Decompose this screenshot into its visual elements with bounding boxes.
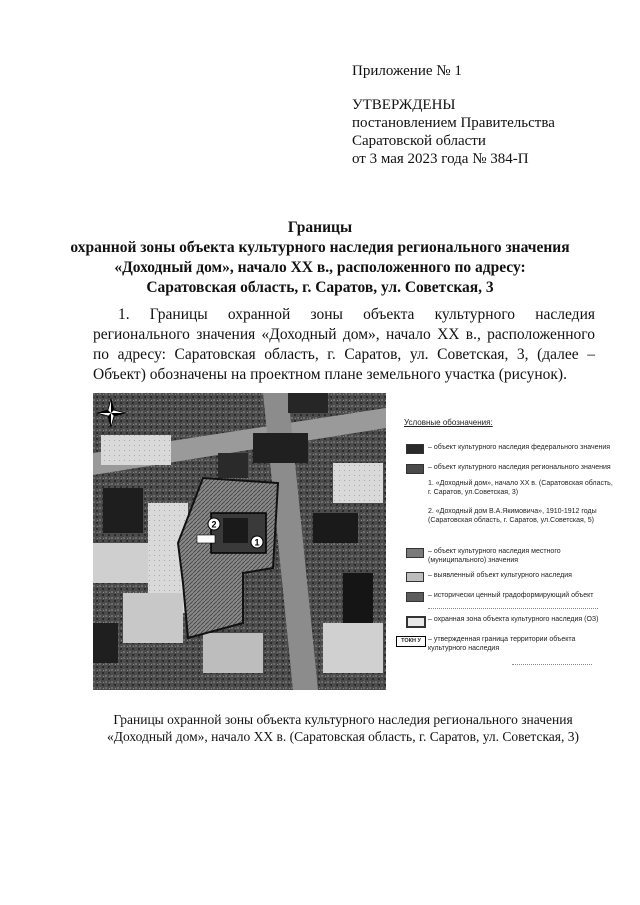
boundary-badge: ТОКН У (396, 636, 426, 647)
caption-line-2: «Доходный дом», начало XX в. (Саратовская область, г. Саратов, ул. Советская, 3) (107, 729, 579, 744)
body-paragraph: 1. Границы охранной зоны объекта культурного наследия регионального значения «Доходный дом», начало XX в., расположенного по адресу: Саратовская область, г. Саратов, ул. Советская, 3, (далее – Объект) обозначены на проектном плане земельного участка (рисунок). (93, 306, 595, 383)
swatch-municipal (406, 548, 424, 558)
swatch-zone (406, 616, 426, 628)
title-line-4: Саратовская область, г. Саратов, ул. Советская, 3 (146, 279, 494, 296)
figure-caption (93, 711, 593, 745)
approval-line-2: Саратовской области (352, 133, 486, 149)
swatch-federal (406, 444, 424, 454)
appendix-label: Приложение № 1 (352, 63, 462, 79)
title-line-3: «Доходный дом», начало XX в., расположенного по адресу: (114, 259, 526, 276)
caption-line-1: Границы охранной зоны объекта культурного наследия регионального значения (113, 712, 573, 727)
swatch-regional (406, 464, 424, 474)
document-title (40, 218, 600, 298)
map-image (93, 393, 386, 690)
approval-block (352, 62, 555, 168)
map-marker-2 (208, 518, 220, 530)
title-line-1: Границы (287, 219, 353, 236)
title-line-2: охранной зоны объекта культурного наследия регионального значения (70, 239, 570, 256)
aerial-map (93, 393, 386, 690)
swatch-historic (406, 592, 424, 602)
approved-heading: УТВЕРЖДЕНЫ (352, 97, 456, 113)
map-marker-1 (251, 536, 263, 548)
approval-line-1: постановлением Правительства (352, 115, 555, 131)
svg-text:2: 2 (211, 519, 217, 530)
svg-text:1: 1 (254, 537, 260, 548)
approval-line-3: от 3 мая 2023 года № 384-П (352, 151, 529, 167)
map-legend: Условные обозначения: – объект культурного наследия федерального значения – объект культурного наследия регионального значения 1. «Доходный дом», начало XX в. (Саратовская область, г. Саратов, ул.Советская, 3) 2. «Доходный дом В.А.Якимовича», 1910-1912 годы (Саратовская область, г. Саратов, ул.Советская, 5) – объект культурного наследия местного (муниципального) значения – выявленный объект культурного наследия – исторически ценный градоформирующий объект – охранная зона объекта культурного наследия (ОЗ) ТОКН У – утвержденная граница территории объекта культурного наследия (392, 412, 617, 692)
legend-heading: Условные обозначения: (404, 418, 493, 427)
swatch-identified (406, 572, 424, 582)
